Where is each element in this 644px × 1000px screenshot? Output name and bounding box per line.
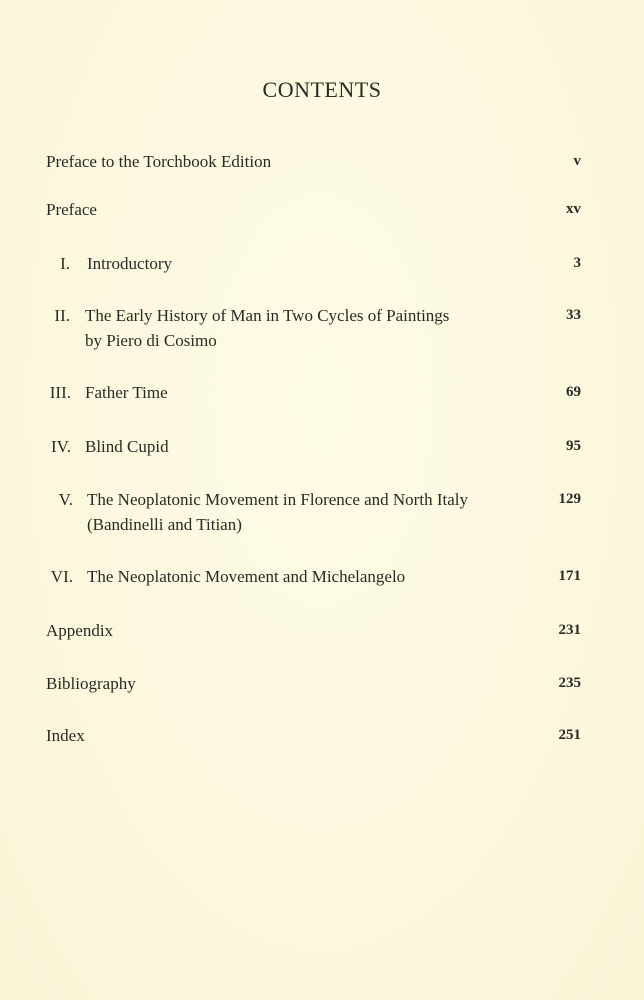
toc-entry-page: 171 (558, 568, 581, 584)
toc-entry-page: 3 (573, 255, 581, 271)
toc-entry-label: Introductory (87, 254, 172, 273)
toc-entry-label: Blind Cupid (85, 437, 169, 456)
toc-entry-label: The Neoplatonic Movement and Michelangelo (87, 567, 406, 586)
toc-entry-label: Preface (46, 200, 97, 219)
toc-entry-label: The Neoplatonic Movement in Florence and North Italy (87, 490, 468, 509)
toc-entry-page: 235 (558, 675, 581, 691)
toc-entry-label-continued: (Bandinelli and Titian) (87, 515, 242, 534)
toc-entry-label: Preface to the Torchbook Edition (46, 152, 272, 171)
toc-entry-page: v (573, 153, 581, 169)
toc-entry-page: 33 (566, 307, 581, 323)
toc-entry-page: 69 (566, 384, 581, 400)
toc-entry-page: 129 (558, 491, 581, 507)
toc-entry-label: The Early History of Man in Two Cycles of Paintings (85, 306, 450, 325)
chapter-numeral: I. (60, 254, 70, 273)
toc-entry-page: xv (566, 201, 581, 217)
page-title: CONTENTS (262, 77, 382, 102)
toc-entry-page: 95 (566, 438, 581, 454)
chapter-numeral: V. (58, 490, 73, 509)
toc-entry-page: 251 (558, 727, 581, 743)
toc-entry-label: Index (46, 726, 85, 745)
chapter-numeral: IV. (51, 437, 71, 456)
toc-entry-label: Bibliography (46, 674, 136, 693)
toc-entry-page: 231 (558, 622, 581, 638)
chapter-numeral: II. (54, 306, 70, 325)
chapter-numeral: III. (49, 383, 71, 402)
toc-entry-label: Father Time (85, 383, 168, 402)
chapter-numeral: VI. (50, 567, 73, 586)
toc-entry-label-continued: by Piero di Cosimo (85, 331, 217, 350)
toc-entry-label: Appendix (46, 621, 114, 640)
